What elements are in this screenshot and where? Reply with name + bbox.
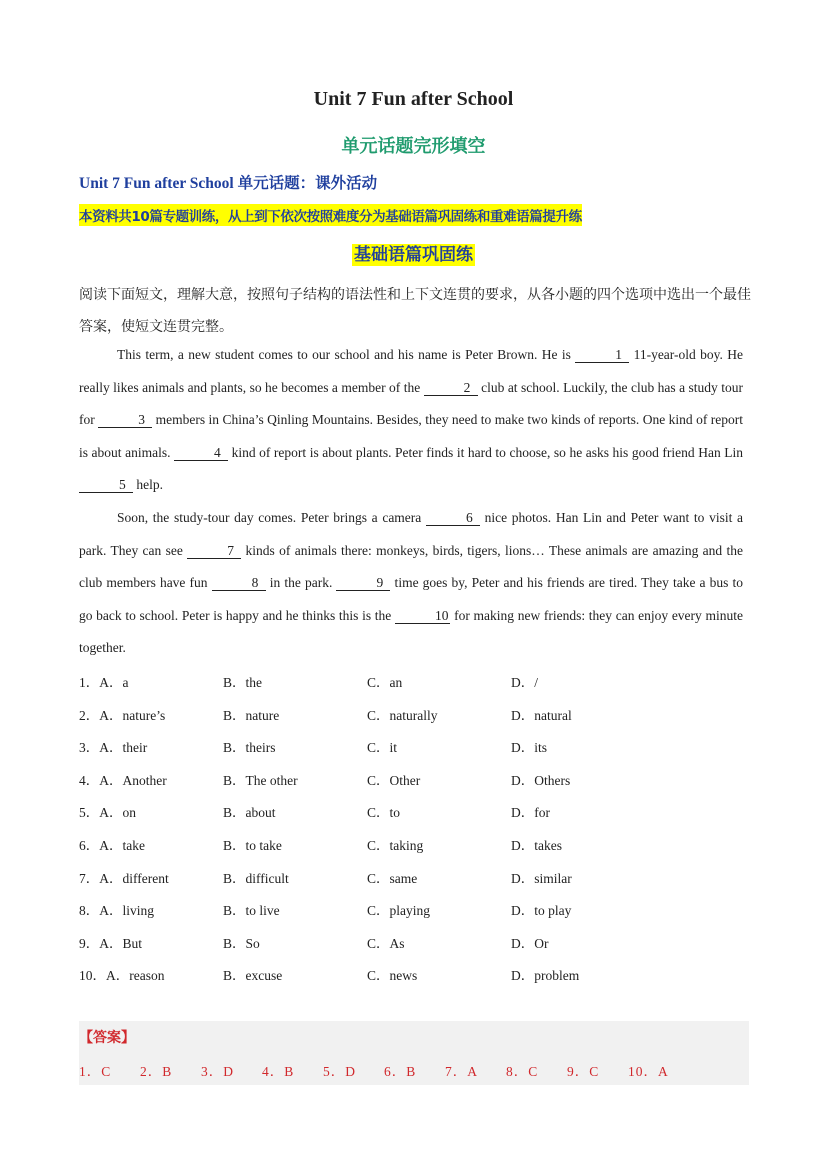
option-b: B．nature <box>223 707 280 723</box>
blank-10: 10 <box>395 608 451 624</box>
passage-text: help. <box>133 477 163 493</box>
option-a: 7．A．different <box>79 870 169 886</box>
question-row <box>79 899 751 921</box>
passage-text: kinds of animals there: monkeys, birds, tigers, lions… These animals are amazing and the club members have fun <box>79 542 743 591</box>
question-row <box>79 769 751 791</box>
passage-text: kind of report is about plants. Peter finds it hard to choose, so he asks his good friend Han Lin <box>228 444 743 460</box>
answer-box <box>79 1021 749 1085</box>
blank-2: 2 <box>424 380 478 396</box>
blank-7: 7 <box>187 543 241 559</box>
option-c: C．an <box>367 675 403 690</box>
option-c: C．Other <box>367 772 421 788</box>
passage-text: nice photos. Han Lin and Peter want to visit a park. They can see <box>79 510 744 558</box>
option-c: C．to <box>367 805 401 821</box>
option-d: D．for <box>511 805 550 821</box>
option-a: 2．A．nature’s <box>79 707 166 723</box>
answer-item: 1．C <box>79 1064 112 1079</box>
question-row <box>79 964 751 986</box>
passage-paragraph-1 <box>79 339 743 502</box>
blank-9: 9 <box>336 575 390 591</box>
option-b: B．the <box>223 675 262 690</box>
page-subtitle: 单元话题完形填空 <box>341 136 486 157</box>
option-a: 3．A．their <box>79 740 148 756</box>
option-b: B．to take <box>223 838 282 853</box>
option-a: 9．A．But <box>79 935 143 951</box>
option-b: B．about <box>223 805 276 821</box>
question-row <box>79 671 751 693</box>
option-d: D．similar <box>511 870 572 886</box>
passage-text: Soon, the study-tour day comes. Peter brings a camera <box>117 510 426 525</box>
blank-6: 6 <box>426 510 480 526</box>
passage-text: This term, a new student comes to our school and his name is Peter Brown. He is <box>117 347 576 362</box>
page-title: Unit 7 Fun after School <box>313 88 514 110</box>
question-row <box>79 801 751 823</box>
instructions: 阅读下面短文，理解大意，按照句子结构的语法性和上下文连贯的要求，从各小题的四个选项中选出一个最佳答案，使短文连贯完整。 <box>79 287 751 335</box>
blank-1: 1 <box>575 347 629 363</box>
option-b: B．theirs <box>223 740 276 756</box>
option-b: B．excuse <box>223 968 283 984</box>
blank-4: 4 <box>174 445 228 461</box>
option-d: D．Or <box>511 935 549 951</box>
option-d: D．problem <box>511 968 580 984</box>
option-d: D．takes <box>511 838 562 853</box>
answer-label: 【答案】 <box>79 1030 135 1046</box>
answer-item: 2．B <box>140 1064 173 1079</box>
question-row <box>79 704 751 726</box>
blank-8: 8 <box>212 575 266 591</box>
answer-item: 10．A <box>628 1064 669 1079</box>
answer-item: 9．C <box>567 1064 600 1079</box>
answer-item: 4．B <box>262 1064 295 1079</box>
question-row <box>79 867 751 889</box>
option-d: D．natural <box>511 707 572 723</box>
passage-text: time goes by, Peter and his friends are tired. They take a bus to go back to school. Peter is happy and he thinks this is the <box>79 575 744 623</box>
unit-topic: Unit 7 Fun after School 单元话题：课外活动 <box>79 175 378 192</box>
passage-text: in the park. <box>265 575 337 591</box>
section-heading <box>0 240 827 265</box>
option-a: 10．A．reason <box>79 968 165 984</box>
answer-item: 5．D <box>323 1064 356 1079</box>
option-a: 4．A．Another <box>79 772 167 788</box>
answer-item: 8．C <box>506 1064 539 1079</box>
blank-5: 5 <box>79 477 133 493</box>
passage-text: 11-year-old boy. He really likes animals and plants, so he becomes a member of the <box>79 347 743 395</box>
option-d: D．its <box>511 740 548 756</box>
material-note: 本资料共10篇专题训练，从上到下依次按照难度分为基础语篇巩固练和重难语篇提升练 <box>79 204 582 226</box>
option-d: D．Others <box>511 772 571 788</box>
option-d: D．to play <box>511 903 572 919</box>
option-a: 8．A．living <box>79 903 155 919</box>
passage-text: for making new friends: they can enjoy every minute together. <box>79 607 743 656</box>
option-a: 6．A．take <box>79 838 145 853</box>
option-b: B．difficult <box>223 870 289 886</box>
option-d: D．/ <box>511 675 538 690</box>
option-c: C．As <box>367 935 405 951</box>
question-row <box>79 932 751 954</box>
section-heading-label: 基础语篇巩固练 <box>354 245 473 265</box>
blank-3: 3 <box>98 412 152 428</box>
option-b: B．to live <box>223 903 280 919</box>
question-row <box>79 736 751 758</box>
answer-item: 3．D <box>201 1064 234 1079</box>
option-b: B．The other <box>223 772 298 788</box>
option-c: C．same <box>367 870 418 886</box>
answer-item: 6．B <box>384 1064 417 1079</box>
option-c: C．taking <box>367 838 424 853</box>
passage-text: members in China’s Qinling Mountains. Besides, they need to make two kinds of reports. One kind of report is about animals. <box>79 412 744 460</box>
option-c: C．news <box>367 968 418 984</box>
passage-paragraph-2 <box>79 502 743 665</box>
option-a: 1．A．a <box>79 675 129 690</box>
option-b: B．So <box>223 935 260 951</box>
option-c: C．it <box>367 740 398 756</box>
answer-item: 7．A <box>445 1064 478 1079</box>
option-c: C．naturally <box>367 707 438 723</box>
option-a: 5．A．on <box>79 805 136 821</box>
question-row <box>79 834 751 856</box>
passage-text: club at school. Luckily, the club has a study tour for <box>79 379 743 428</box>
option-c: C．playing <box>367 903 430 919</box>
